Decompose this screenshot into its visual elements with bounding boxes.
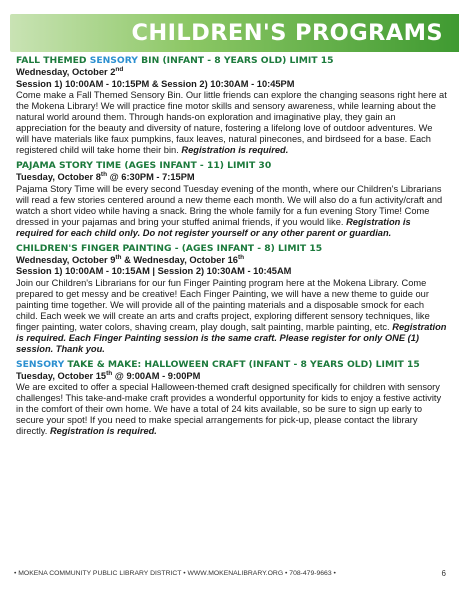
sensory-label: SENSORY xyxy=(89,55,138,66)
program-halloween-craft xyxy=(16,359,447,438)
date-suffix: nd xyxy=(115,65,124,73)
program-date xyxy=(16,371,447,383)
date-text: Tuesday, October 8 xyxy=(16,172,101,182)
date-suffix: th xyxy=(237,253,245,261)
program-pajama-story-time xyxy=(16,160,447,239)
page-title: CHILDREN'S PROGRAMS xyxy=(131,20,443,46)
program-description xyxy=(16,382,447,437)
program-description xyxy=(16,184,447,239)
description-text: Come make a Fall Themed Sensory Bin. Our little friends can explore the changing seasons right here at the Mokena Library! We will practice fine motor skills and sensory awareness, while learning about the natural world around them. Through hands-on exploration and imaginative play, they gain an appreciation for the beauty and diversity of nature, fostering a lifelong love of outdoor adventures. We will have materials like faux pumpkins, faux leaves, natural pinecones, and birdseed for a base. Each registered child will take home their bin. xyxy=(16,90,447,155)
program-title: CHILDREN'S FINGER PAINTING - (AGES INFANT - 8) LIMIT 15 xyxy=(16,242,323,254)
title-part: BIN (INFANT - 8 YEARS OLD) LIMIT 15 xyxy=(137,55,334,66)
program-description xyxy=(16,278,447,355)
registration-note: Registration is required for each child only. Do not register yourself or any other parent or guardian. xyxy=(16,216,411,238)
sensory-label: SENSORY xyxy=(16,358,65,370)
header-banner xyxy=(10,14,459,52)
program-sensory-bin xyxy=(16,55,447,156)
registration-note: Registration is required. xyxy=(181,145,289,155)
page-number: 6 xyxy=(441,569,446,578)
registration-note: Registration is required. xyxy=(49,426,157,436)
registration-note: Registration is required. Each Finger Painting session is the same craft. Please register for only ONE (1) session. Thank you. xyxy=(16,321,447,354)
footer-contact: • MOKENA COMMUNITY PUBLIC LIBRARY DISTRICT • WWW.MOKENALIBRARY.ORG • 708-479-9663 • xyxy=(14,570,336,577)
time-text: @ 6:30PM - 7:15PM xyxy=(107,172,195,182)
program-title xyxy=(16,55,447,67)
program-sessions: Session 1) 10:00AM - 10:15AM | Session 2) 10:30AM - 10:45AM xyxy=(16,266,292,276)
title-part: FALL THEMED xyxy=(16,55,90,66)
program-title: PAJAMA STORY TIME (AGES INFANT - 11) LIMIT 30 xyxy=(16,160,272,171)
program-sessions: Session 1) 10:00AM - 10:15PM & Session 2) 10:30AM - 10:45PM xyxy=(16,78,295,89)
program-finger-painting xyxy=(16,243,447,355)
programs-list xyxy=(16,55,447,441)
date-text: Wednesday, October 9 xyxy=(16,254,116,265)
date-suffix: th xyxy=(115,253,122,261)
date-text-2: & Wednesday, October 16 xyxy=(121,254,238,265)
title-part: TAKE & MAKE: HALLOWEEN CRAFT (INFANT - 8 YEARS OLD) LIMIT 15 xyxy=(64,358,420,370)
description-text: Pajama Story Time will be every second Tuesday evening of the month, where our Children's Librarians will read a few stories centered around a new theme each month. We will also do a fun activity/craft and watch a short video while having a snack. Bring the whole family for a fun evening Story Time! Come dressed in your pajamas and bring your stuffed animal friends, if you would like. xyxy=(16,183,443,227)
date-suffix: th xyxy=(106,369,113,377)
time-text: @ 9:00AM - 9:00PM xyxy=(112,370,201,381)
date-suffix: th xyxy=(100,170,108,178)
page-footer xyxy=(14,569,446,578)
date-text: Wednesday, October 2 xyxy=(16,67,116,77)
program-date xyxy=(16,172,447,184)
program-title xyxy=(16,359,447,371)
program-description xyxy=(16,90,447,156)
description-text: Join our Children's Librarians for our fun Finger Painting program here at the Mokena Library. Come prepared to get messy and be creative! Each Finger Painting, we will have a new theme to guide our painting time together. We will provide all of the painting materials and a disposable smock for each child. Each week we will create an arts and crafts project, exploring different sensory techniques, like finger painting, water colors, shaving cream, play dough, salt painting, marble painting, etc. xyxy=(16,277,430,332)
program-date xyxy=(16,67,447,79)
description-text: We are excited to offer a special Halloween-themed craft designed specifically for children with sensory challenges! This take-and-make craft provides a wonderful opportunity for kids to enjoy a festive activity in the comfort of their own home. We have a total of 24 kits available, so be sure to sign up early to secure your spot! If you need to make special arrangements for pick-up, please contact the library directly. xyxy=(16,382,442,436)
program-date xyxy=(16,255,447,267)
date-text: Tuesday, October 15 xyxy=(16,370,107,381)
